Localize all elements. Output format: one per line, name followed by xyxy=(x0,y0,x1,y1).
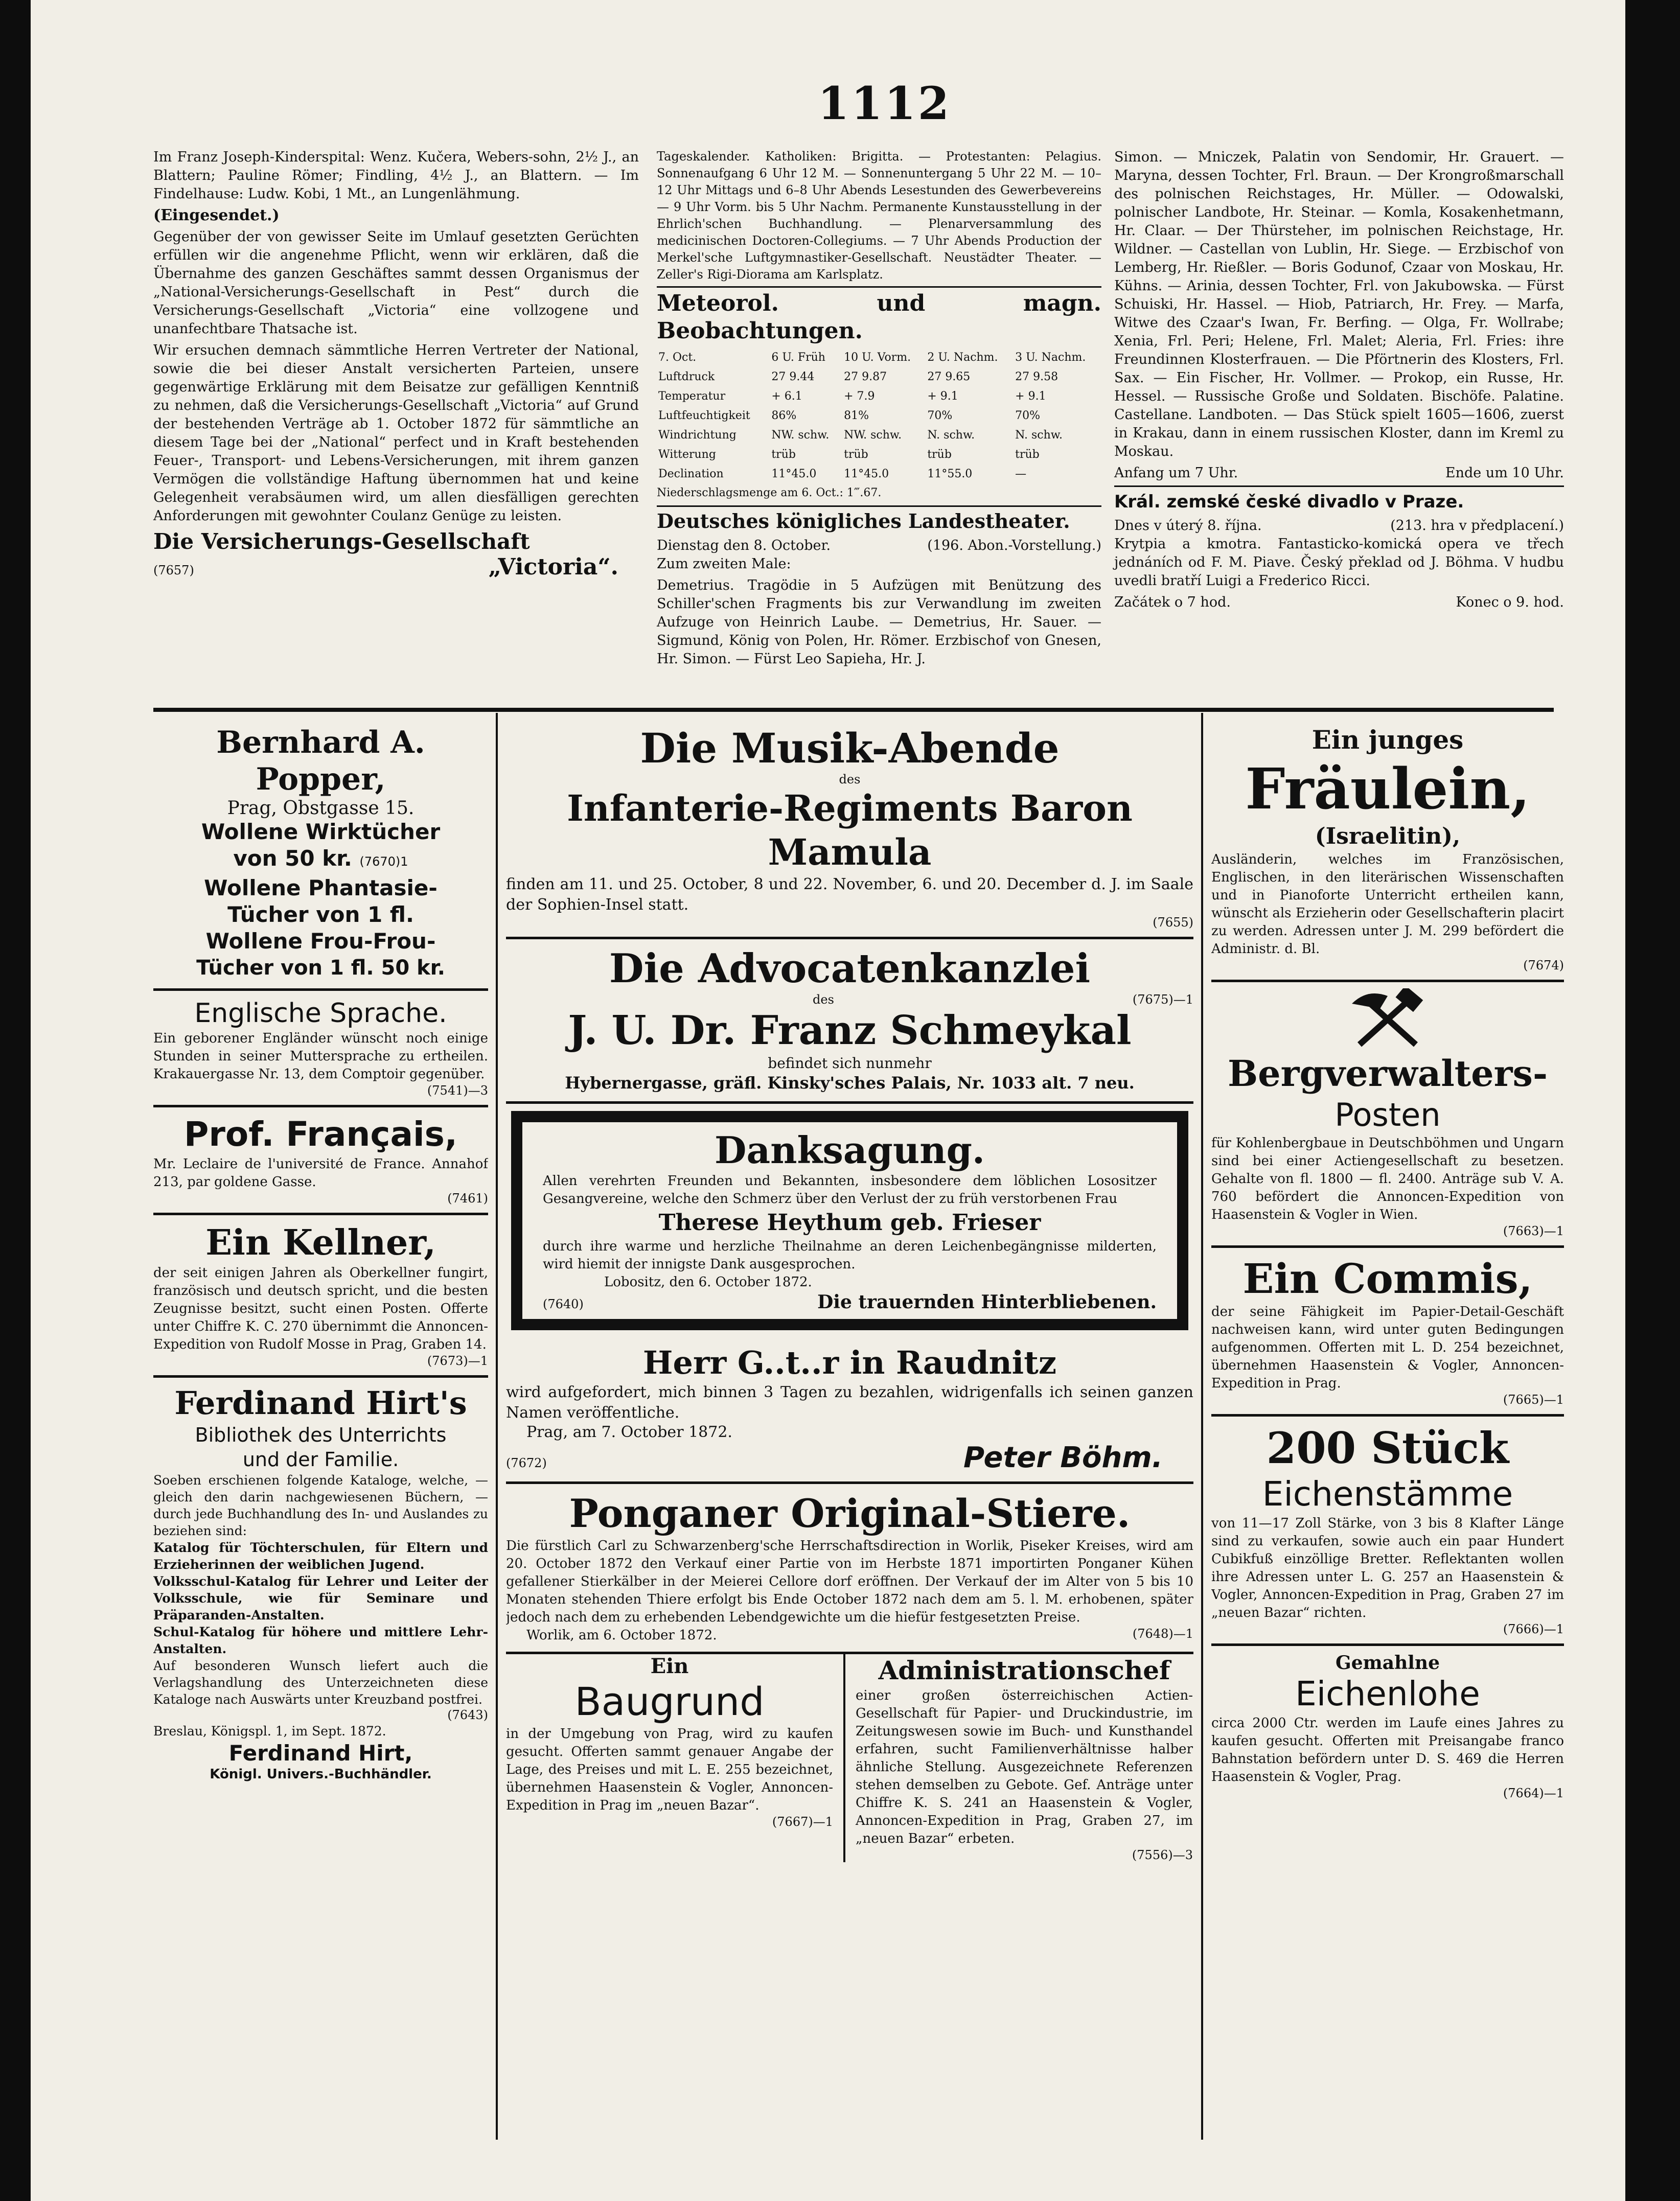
frl-ein: Ein junges xyxy=(1311,725,1464,755)
met-cell: + 6.1 xyxy=(771,390,802,403)
herr-title: Herr G..t..r in Raudnitz xyxy=(642,1344,1057,1381)
musik-des: des xyxy=(839,772,861,786)
kanzlei-title: Die Advocatenkanzlei xyxy=(609,945,1091,992)
met-cell: 70% xyxy=(1015,409,1041,422)
theater-date: Dienstag den 8. October. xyxy=(657,538,831,553)
pongau-ref: (7648)—1 xyxy=(1132,1627,1193,1641)
musik-ref: (7655) xyxy=(1153,915,1193,930)
popper-name: Bernhard A. Popper, xyxy=(216,725,425,797)
pongau-title: Ponganer Original-Stiere. xyxy=(569,1491,1131,1536)
admin-body: einer großen österreichischen Actien-Gesellschaft für Papier- und Druckindustrie, im Zeitungswesen sowie im Buch- und Kunsthandel erfahren, sucht Familienverhältnisse halber ähnliche Stellung. Ausgezeichnete Referenzen stehen demselben zu Gebote. Gef. Anträge unter Chiffre K. S. 241 an Haasenstein & Vogler, Annoncen-Expedition in Prag, Graben 27, im „neuen Bazar“ erbeten. xyxy=(856,1688,1193,1846)
herr-ref: (7672) xyxy=(506,1456,547,1470)
met-cell: 11°45.0 xyxy=(844,468,889,480)
met-row xyxy=(657,465,1101,484)
column-rule-right xyxy=(1201,713,1203,2140)
ad-eichenlohe xyxy=(1211,1646,1564,1808)
victoria-p2: Wir ersuchen demnach sämmtliche Herren Vertreter der National, sowie die bei dieser Anstalt versicherten Parteien, unsere gegenwärtige Erklärung mit dem Beisatze zur gefälligen Kenntniß zu nehmen, daß die Versicherungs-Gesellschaft „Victoria“ auf Grund der bestehenden Verträge ab 1. October 1872 für sämmtliche an diesem Tage bei der „National“ perfect und in Kraft bestehenden Feuer-, Transport- und Lebens-Versicherungen, mit ihrem ganzen Vermögen die vollständige Haftung übernommen hat und keine Gelegenheit verabsäumen wird, um allen diesfälligen gerechten Anforderungen mit gewohnter Coulanz Genüge zu leisten. xyxy=(153,342,639,524)
met-cell: 70% xyxy=(927,409,953,422)
ad-bergverwalter xyxy=(1211,982,1564,1248)
met-cell: Witterung xyxy=(658,448,716,461)
dank-sig: Die trauernden Hinterbliebenen. xyxy=(817,1291,1157,1313)
met-cell: trüb xyxy=(927,448,952,461)
met-cell: Luftdruck xyxy=(658,370,715,383)
met-row xyxy=(657,406,1101,426)
met-cell: NW. schw. xyxy=(844,429,902,442)
popper-line1: Wollene Wirktücher xyxy=(201,819,441,844)
top-column-1 xyxy=(153,148,639,580)
victoria-sig1: Die Versicherungs-Gesellschaft xyxy=(153,529,530,554)
hirt-sub2: und der Familie. xyxy=(242,1448,399,1471)
met-title: Meteorol. und magn. Beobachtungen. xyxy=(657,290,1101,344)
hirt-place: Breslau, Königspl. 1, im Sept. 1872. xyxy=(153,1724,386,1739)
met-cell: 27 9.65 xyxy=(927,370,971,383)
eichen-ref: (7666)—1 xyxy=(1503,1622,1564,1636)
popper-line5: Wollene Frou-Frou- xyxy=(205,929,436,954)
met-header-cell: 6 U. Früh xyxy=(771,351,825,364)
ad-prof xyxy=(153,1107,488,1215)
czech-body: Krytpia a kmotra. Fantasticko-komická opera ve třech jednáních od F. M. Piave. Český překlad od J. Böhma. V hudbu uvedli bratří Luigi a Frederico Ricci. xyxy=(1114,536,1564,589)
met-note: Niederschlagsmenge am 6. Oct.: 1‴.67. xyxy=(657,486,882,499)
pongau-body: Die fürstlich Carl zu Schwarzenberg'sche Herrschaftsdirection in Worlik, Piseker Kreises, wird am 20. October 1872 den Verkauf einer Partie von im Herbste 1871 importirten Ponganer Kühen gefallener Stierkälber in der Meierei Cellore dorf eröffnen. Der Verkauf der im Alter von 5 bis 10 Monaten stehenden Thiere erfolgt bis Ende October 1872 nach dem am 5. l. M. erhobenen, später jedoch nach dem zu erhebenden Lebendgewichte um die hiefür festgesetzten Preise. xyxy=(506,1538,1193,1625)
kanzlei-address: Hybernergasse, gräfl. Kinsky'sches Palais, Nr. 1033 alt. 7 neu. xyxy=(565,1073,1135,1093)
lohe-ref: (7664)—1 xyxy=(1503,1786,1564,1800)
kanzlei-name: J. U. Dr. Franz Schmeykal xyxy=(568,1007,1132,1054)
dank-name: Therese Heythum geb. Frieser xyxy=(658,1210,1041,1236)
met-header-row xyxy=(657,348,1101,367)
met-header-cell: 7. Oct. xyxy=(658,351,697,364)
met-cell: + 9.1 xyxy=(1015,390,1046,403)
met-row xyxy=(657,426,1101,445)
top-column-3 xyxy=(1114,148,1564,612)
met-header-cell: 3 U. Nachm. xyxy=(1015,351,1086,364)
met-cell: trüb xyxy=(844,448,868,461)
theater-title: Deutsches königliches Landestheater. xyxy=(657,509,1070,532)
met-table xyxy=(657,348,1101,484)
ads-center-column xyxy=(506,718,1193,2140)
popper-line2: von 50 kr. xyxy=(233,846,352,871)
herr-body: wird aufgefordert, mich binnen 3 Tagen zu bezahlen, widrigenfalls ich seinen ganzen Namen veröffentliche. xyxy=(506,1383,1193,1422)
ad-popper xyxy=(153,718,488,991)
pongau-place: Worlik, am 6. October 1872. xyxy=(526,1628,717,1643)
section-divider xyxy=(153,708,1554,712)
commis-title: Ein Commis, xyxy=(1242,1255,1533,1303)
theater-perf: (196. Abon.-Vorstellung.) xyxy=(927,538,1101,553)
frl-ref: (7674) xyxy=(1523,958,1564,972)
top-column-2 xyxy=(657,148,1101,671)
ad-pongau xyxy=(506,1484,1193,1654)
theater-body: Demetrius. Tragödie in 5 Aufzügen mit Benützung des Schiller'schen Fragments bis zur Verwandlung im zweiten Aufzuge von Heinrich Laube. — Demetrius, Hr. Sauer. — Sigmund, König von Polen, Hr. Römer. Erzbischof von Gnesen, Hr. Simon. — Fürst Leo Sapieha, Hr. J. xyxy=(657,577,1101,667)
theater-cast: Simon. — Mniczek, Palatin von Sendomir, Hr. Grauert. — Maryna, dessen Tochter, Frl. Braun. — Der Krongroßmarschall des polnischen Reichstages, Hr. Müller. — Odowalski, polnischer Landbote, Hr. Steinar. — Komla, Kosakenhetmann, Hr. Claar. — Der Thürsteher, im polnischen Reichstage, Hr. Wildner. — Castellan von Lublin, Hr. Siege. — Erzbischof von Lemberg, Hr. Rießler. — Boris Godunof, Czaar von Moskau, Hr. Kühns. — Arinia, dessen Tochter, Frl. von Jakubowska. — Fürst Schuiski, Hr. Hassel. — Hiob, Patriarch, Hr. Frey. — Marfa, Witwe des Czaar's Iwan, Fr. Berfing. — Olga, Fr. Wollrabe; Xenia, Frl. Peri; Helene, Frl. Malet; Aleria, Frl. Fries: ihre Freundinnen Klosterfrauen. — Die Pförtnerin des Klosters, Frl. Sax. — Ein Fischer, Hr. Vollmer. — Prokop, ein Russe, Hr. Hessel. — Russische Große und Soldaten. Bischöfe. Palatine. Castellane. Landboten. — Das Stück spielt 1605—1606, zuerst in Krakau, dann in einem russischen Kloster, dann im Kreml zu Moskau. xyxy=(1114,149,1564,459)
berg-ref: (7663)—1 xyxy=(1503,1224,1564,1238)
dank-title: Danksagung. xyxy=(715,1128,985,1172)
kanzlei-ref: (7675)—1 xyxy=(1132,992,1193,1007)
eichen-title2: Eichenstämme xyxy=(1262,1474,1513,1514)
ad-english xyxy=(153,991,488,1107)
met-cell: Declination xyxy=(658,468,724,480)
commis-ref: (7665)—1 xyxy=(1503,1393,1564,1407)
theater-start: Anfang um 7 Uhr. xyxy=(1114,465,1238,481)
eichen-title: 200 Stück xyxy=(1266,1423,1509,1473)
popper-line6: Tücher von 1 fl. 50 kr. xyxy=(196,956,445,980)
kellner-ref: (7673)—1 xyxy=(427,1354,488,1368)
lohe-title: Eichenlohe xyxy=(1295,1674,1480,1713)
ad-danksagung xyxy=(511,1111,1188,1330)
ad-musik xyxy=(506,718,1193,939)
musik-body: finden am 11. und 25. October, 8 und 22. November, 6. und 20. December d. J. im Saale der Sophien-Insel statt. xyxy=(506,875,1193,914)
met-cell: Temperatur xyxy=(658,390,726,403)
berg-title: Bergverwalters- xyxy=(1227,1052,1548,1095)
theater-end: Ende um 10 Uhr. xyxy=(1445,465,1564,481)
ads-left-column xyxy=(153,718,488,2140)
musik-regiment: Infanterie-Regiments Baron Mamula xyxy=(567,787,1133,873)
met-cell: 86% xyxy=(771,409,797,422)
musik-title: Die Musik-Abende xyxy=(640,724,1060,772)
commis-body: der seine Fähigkeit im Papier-Detail-Geschäft nachweisen kann, wird unter guten Bedingungen aufgenommen. Offerten mit L. D. 254 bezeichnet, übernehmen Haasenstein & Vogler, Annoncen-Expedition in Prag. xyxy=(1211,1304,1564,1391)
met-cell: 27 9.58 xyxy=(1015,370,1058,383)
theater-sub: Zum zweiten Male: xyxy=(657,556,791,572)
ad-eichenstaemme xyxy=(1211,1417,1564,1646)
baugrund-ein: Ein xyxy=(650,1654,689,1678)
met-header-cell: 10 U. Vorm. xyxy=(844,351,911,364)
met-cell: Windrichtung xyxy=(658,429,737,442)
met-row xyxy=(657,367,1101,387)
kellner-body: der seit einigen Jahren als Oberkellner fungirt, französisch und deutsch spricht, und die besten Zeugnisse besitzt, sucht einen Posten. Offerte unter Chiffre K. C. 270 übernimmt die Annoncen-Expedition von Rudolf Mosse in Prag, Graben 14. xyxy=(153,1265,488,1352)
popper-address: Prag, Obstgasse 15. xyxy=(227,798,415,819)
hospital-notice: Im Franz Joseph-Kinderspital: Wenz. Kučera, Webers-sohn, 2½ J., an Blattern; Pauline Römer; Findling, 4½ J., an Blattern. — Im Findelhause: Ludw. Kobi, 1 Mt., an Lungenlähmung. xyxy=(153,149,639,202)
met-cell: 27 9.87 xyxy=(844,370,887,383)
dank-body2: durch ihre warme und herzliche Theilnahme an deren Leichenbegängnisse milderten, wird hiemit der innigste Dank ausgesprochen. xyxy=(543,1239,1157,1272)
ad-fraeulein xyxy=(1211,718,1564,982)
frl-body: Ausländerin, welches im Französischen, Englischen, in den literärischen Wissenschaften und in Pianoforte Unterricht ertheilen kann, wünscht als Erzieherin oder Gesellschafterin placirt zu werden. Adressen unter J. M. 299 befördert die Administr. d. Bl. xyxy=(1211,852,1564,957)
kellner-title: Ein Kellner, xyxy=(205,1222,436,1263)
met-cell: — xyxy=(1015,468,1027,480)
bottom-center-row xyxy=(506,1654,1193,1862)
dank-ref: (7640) xyxy=(543,1297,584,1311)
met-cell: + 9.1 xyxy=(927,390,958,403)
frl-sub: (Israelitin), xyxy=(1315,823,1461,849)
hirt-intro: Soeben erschienen folgende Kataloge, welche, — gleich den darin nachgewiesenen Büchern, — durch jede Buchhandlung des In- und Auslandes zu beziehen sind: xyxy=(153,1473,488,1538)
met-cell: NW. schw. xyxy=(771,429,830,442)
english-body: Ein geborener Engländer wünscht noch einige Stunden in seiner Muttersprache zu ertheilen. Krakauergasse Nr. 13, dem Comptoir gegenüber. xyxy=(153,1031,488,1082)
dank-body1: Allen verehrten Freunden und Bekannten, insbesondere dem löblichen Losositzer Gesangvereine, welche den Schmerz über den Verlust der zu früh verstorbenen Frau xyxy=(543,1173,1157,1207)
victoria-sig2: „Victoria“. xyxy=(488,554,618,580)
column-rule-left xyxy=(496,713,498,2140)
prof-title: Prof. Français, xyxy=(184,1115,457,1154)
ad-administrationschef xyxy=(845,1654,1193,1862)
victoria-ref: (7657) xyxy=(153,563,194,577)
kanzlei-befindet: befindet sich nunmehr xyxy=(768,1055,932,1072)
czech-perf: (213. hra v předplacení.) xyxy=(1390,518,1564,534)
hirt-title: Ferdinand Hirt's xyxy=(174,1384,467,1422)
berg-title2: Posten xyxy=(1334,1096,1441,1133)
popper-ref: (7670)1 xyxy=(359,854,408,869)
met-cell: 27 9.44 xyxy=(771,370,815,383)
baugrund-body: in der Umgebung von Prag, wird zu kaufen gesucht. Offerten sammt genauer Angabe der Lage, des Preises und mit L. E. 255 bezeichnet, übernehmen Haasenstein & Vogler, Annoncen-Expedition in Prag im „neuen Bazar“. xyxy=(506,1726,833,1813)
met-cell: 11°45.0 xyxy=(771,468,817,480)
page-number: 1112 xyxy=(818,77,951,130)
met-cell: 11°55.0 xyxy=(927,468,973,480)
met-row xyxy=(657,387,1101,406)
eingesendet-heading: (Eingesendet.) xyxy=(153,206,280,224)
admin-ref: (7556)—3 xyxy=(1132,1848,1193,1862)
hirt-katalog1: Katalog für Töchterschulen, für Eltern und Erzieherinnen der weiblichen Jugend. xyxy=(153,1540,488,1572)
lohe-body: circa 2000 Ctr. werden im Laufe eines Jahres zu kaufen gesucht. Offerten mit Preisangabe franco Bahnstation befördern unter D. S. 469 die Herren Haasenstein & Vogler, Prag. xyxy=(1211,1716,1564,1785)
hirt-sig2: Königl. Univers.-Buchhändler. xyxy=(210,1767,432,1782)
victoria-p1: Gegenüber der von gewisser Seite im Umlauf gesetzten Gerüchten erfüllen wir die angenehme Pflicht, wenn wir erklären, daß die Übernahme des ganzen Geschäftes sammt dessen Organismus der „National-Versicherungs-Gesellschaft in Pest“ durch die Versicherungs-Gesellschaft „Victoria“ eine vollzogene und unanfechtbare Thatsache ist. xyxy=(153,229,639,337)
lohe-sub: Gemahlne xyxy=(1336,1652,1440,1674)
baugrund-ref: (7667)—1 xyxy=(772,1815,833,1829)
newspaper-page xyxy=(31,0,1625,2201)
met-cell: N. schw. xyxy=(927,429,975,442)
czech-start: Začátek o 7 hod. xyxy=(1114,594,1231,610)
english-ref: (7541)—3 xyxy=(427,1083,488,1098)
hammer-pick-icon xyxy=(1211,988,1564,1052)
hirt-sig: Ferdinand Hirt, xyxy=(228,1741,413,1766)
dank-place: Lobositz, den 6. October 1872. xyxy=(604,1275,812,1290)
english-title: Englische Sprache. xyxy=(194,998,447,1029)
popper-line3: Wollene Phantasie- xyxy=(204,875,438,900)
popper-line4: Tücher von 1 fl. xyxy=(227,902,414,927)
frl-title: Fräulein, xyxy=(1245,756,1530,822)
prof-ref: (7461) xyxy=(447,1191,488,1206)
ad-hirt xyxy=(153,1378,488,1789)
ad-kanzlei xyxy=(506,939,1193,1104)
hirt-sub1: Bibliothek des Unterrichts xyxy=(195,1424,447,1446)
admin-title: Administrationschef xyxy=(878,1655,1170,1685)
tageskalender: Tageskalender. Katholiken: Brigitta. — Protestanten: Pelagius. Sonnenaufgang 6 Uhr 12 M. — Sonnenuntergang 5 Uhr 22 M. — 10–12 Uhr Mittags und 6–8 Uhr Abends Lesestunden des Gewerbevereins — 9 Uhr Vorm. bis 5 Uhr Nachm. Permanente Kunstausstellung in der Ehrlich'schen Buchhandlung. — Plenarversammlung des medicinischen Doctoren-Collegiums. — 7 Uhr Abends Production der Merkel'sche Luftgymnastiker-Gesellschaft. Neustädter Theater. — Zeller's Rigi-Diorama am Karlsplatz. xyxy=(657,149,1101,282)
herr-sig: Peter Böhm. xyxy=(963,1441,1163,1474)
hirt-katalog2: Volksschul-Katalog für Lehrer und Leiter der Volksschule, wie für Seminare und Präparanden-Anstalten. xyxy=(153,1574,488,1623)
met-cell: + 7.9 xyxy=(844,390,875,403)
hirt-note: Auf besonderen Wunsch liefert auch die Verlagshandlung des Unterzeichneten diese Kataloge nach Auswärts unter Kreuzband postfrei. xyxy=(153,1658,488,1707)
eichen-body: von 11—17 Zoll Stärke, von 3 bis 8 Klafter Länge sind zu verkaufen, sowie auch ein paar Hundert Cubikfuß einzöllige Bretter. Reflektanten wollen ihre Adressen unter L. G. 257 an Haasenstein & Vogler, Annoncen-Expedition in Prag, Graben 27 im „neuen Bazar“ richten. xyxy=(1211,1516,1564,1620)
berg-body: für Kohlenbergbaue in Deutschböhmen und Ungarn sind bei einer Actiengesellschaft zu besetzen. Gehalte von fl. 1800 — fl. 2400. Anträge sub V. A. 760 befördert die Annoncen-Expedition von Haasenstein & Vogler in Wien. xyxy=(1211,1136,1564,1222)
met-cell: trüb xyxy=(1015,448,1040,461)
met-cell: Luftfeuchtigkeit xyxy=(658,409,750,422)
hirt-katalog3: Schul-Katalog für höhere und mittlere Lehr-Anstalten. xyxy=(153,1625,488,1656)
kanzlei-des: des xyxy=(813,992,834,1007)
prof-body: Mr. Leclaire de l'université de France. Annahof 213, par goldene Gasse. xyxy=(153,1156,488,1190)
met-cell: 81% xyxy=(844,409,869,422)
herr-place: Prag, am 7. October 1872. xyxy=(526,1423,732,1441)
met-cell: N. schw. xyxy=(1015,429,1063,442)
ad-commis xyxy=(1211,1248,1564,1417)
czech-end: Konec o 9. hod. xyxy=(1456,594,1564,610)
ad-kellner xyxy=(153,1215,488,1378)
czech-date: Dnes v úterý 8. října. xyxy=(1114,518,1262,534)
met-header-cell: 2 U. Nachm. xyxy=(927,351,998,364)
czech-title: Král. zemské české divadlo v Praze. xyxy=(1114,492,1464,512)
hirt-ref: (7643) xyxy=(447,1708,488,1722)
ad-baugrund xyxy=(506,1654,845,1862)
met-row xyxy=(657,445,1101,465)
ads-right-column xyxy=(1211,718,1564,2140)
baugrund-title: Baugrund xyxy=(574,1679,765,1724)
ad-herr xyxy=(506,1337,1193,1484)
met-cell: trüb xyxy=(771,448,796,461)
